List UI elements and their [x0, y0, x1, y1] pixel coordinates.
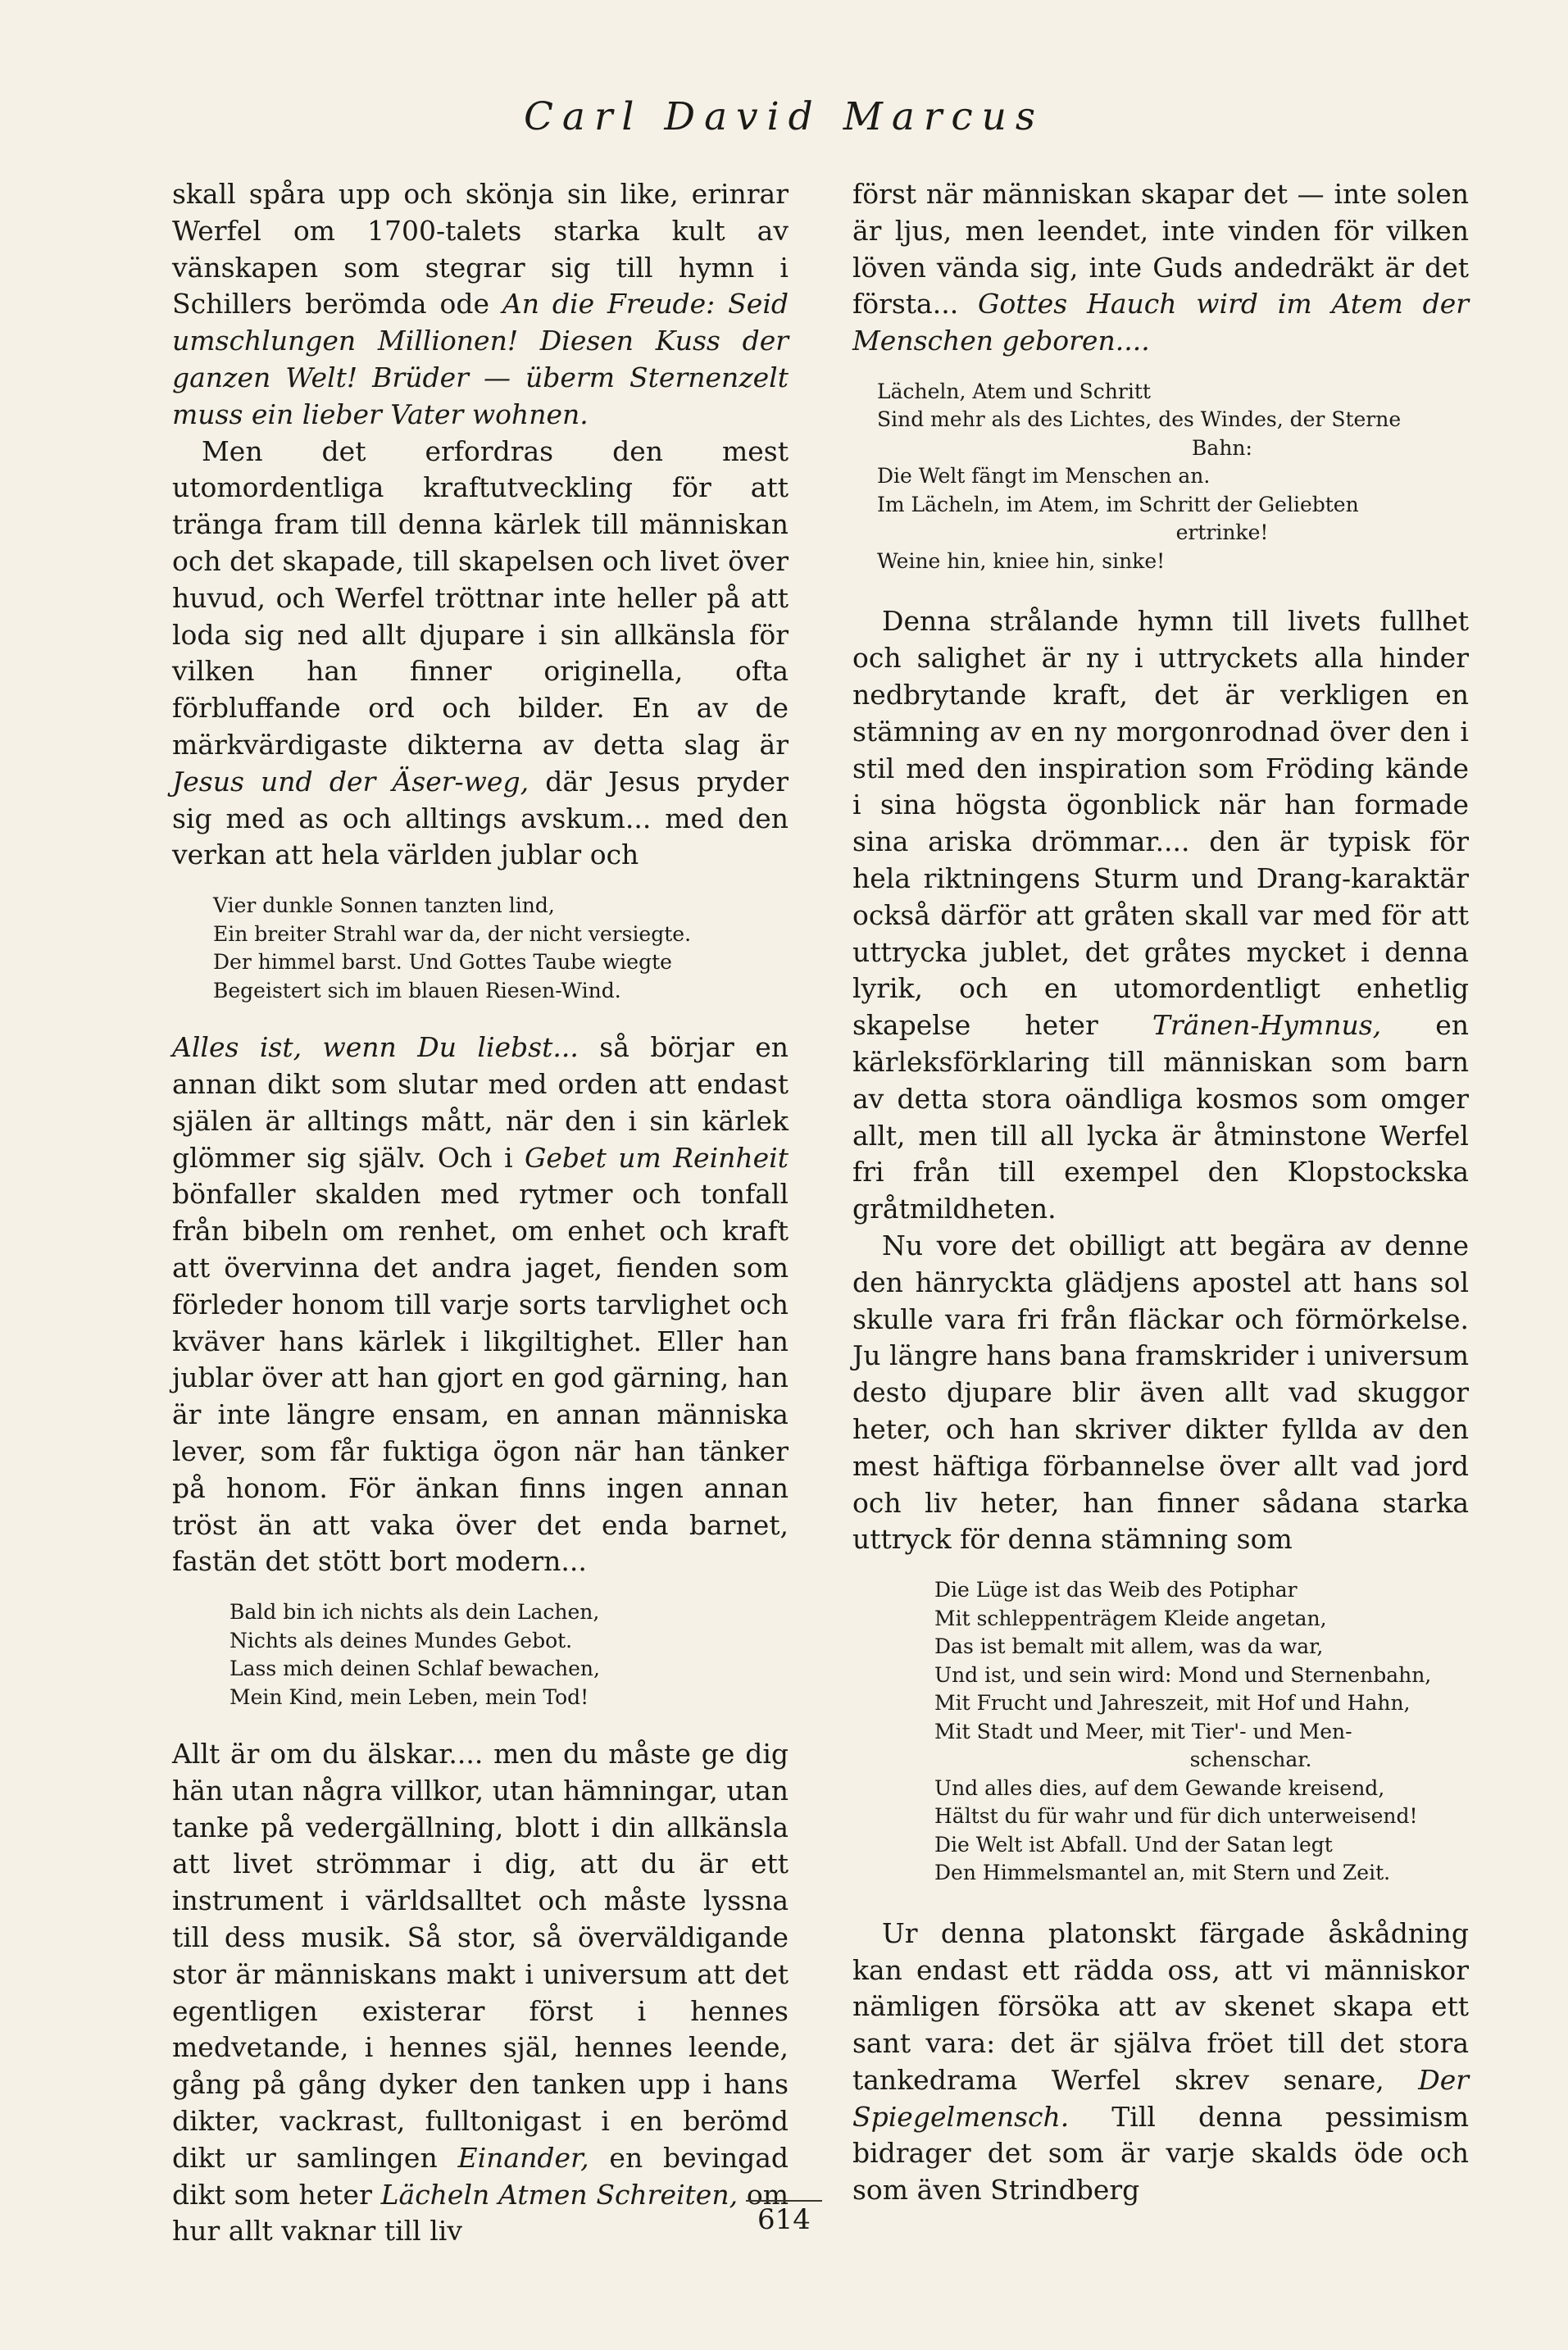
paragraph-text: först när människan skapar det — inte solen är ljus, men leendet, inte vinden för vilken löven vända sig, inte Guds andedräkt är det första... [852, 178, 1469, 320]
paragraph [172, 1736, 789, 2250]
poem-line: Und alles dies, auf dem Gewande kreisend, [934, 1775, 1385, 1800]
paragraph [852, 603, 1469, 1228]
page-number-text: 614 [746, 2200, 822, 2236]
paragraph-text: Allt är om du älskar.... men du måste ge dig hän utan några villkor, utan hämningar, utan tanke på vedergällning, blott i din allkänsla att livet strömmar i dig, att du är ett instrument i världsalltet och måste lyssna till dess musik. Så stor, så överväldigande stor är människans makt i universum att det egentligen existerar först i hennes medvetande, i hennes själ, hennes leende, gång på gång dyker den tanken upp i hans dikter, vackrast, fulltonigast i en berömd dikt ur samlingen [172, 1738, 789, 2174]
poem-quote [877, 378, 1469, 576]
paragraph [172, 1030, 789, 1580]
poem-line: Den Himmelsmantel an, mit Stern und Zeit. [934, 1861, 1391, 1885]
paragraph-italic: Alles ist, wenn Du liebst... [172, 1031, 579, 1064]
paragraph-text: Ur denna platonskt färgade åskådning kan endast ett rädda oss, att vi människor nämligen försöka att av skenet skapa ett sant vara: det är själva fröet till det stora tankedrama Werfel skrev senare, [852, 1916, 1469, 2096]
paragraph [852, 1228, 1469, 1558]
paragraph-text: bönfaller skalden med rytmer och tonfall från bibeln om renhet, om enhet och kraft att övervinna det andra jaget, fienden som förleder honom till varje sorts tarvlighet och kväver hans kärlek i likgiltighet. Eller han jublar över att han gjort en god gärning, han är inte längre ensam, en annan människa lever, som får fuktiga ögon när han tänker på honom. För änkan finns ingen annan tröst än att vaka över det enda barnet, fastän det stött bort modern... [172, 1178, 789, 1578]
poem-line: Hältst du für wahr und für dich unterweisend! [934, 1804, 1418, 1829]
poem-line: Der himmel barst. Und Gottes Taube wiegte [213, 950, 672, 975]
paragraph-italic: Der Spiegelmensch. [852, 2063, 1469, 2133]
poem-quote [213, 892, 789, 1005]
poem-line: Die Welt fängt im Menschen an. [877, 464, 1211, 489]
poem-line: Lächeln, Atem und Schritt [877, 379, 1151, 403]
paragraph-italic: Lächeln Atmen Schreiten, [380, 2178, 739, 2211]
paragraph [172, 434, 789, 875]
poem-line: Die Welt ist Abfall. Und der Satan legt [934, 1832, 1333, 1857]
paragraph-text: där Jesus pryder sig med as och alltings avskum... med den verkan att hela världen jublar och [172, 765, 789, 871]
paragraph-text: Nu vore det obilligt att begära av denne den hänryckta glädjens apostel att hans sol skulle vara fri från fläckar och förmörkelse. Ju längre hans bana framskrider i universum desto djupare blir även allt vad skuggor heter, och han skriver dikter fyllda av den mest häftiga förbannelse över allt vad jord och liv heter, han finner sådana starka uttryck för denna stämning som [852, 1230, 1469, 1556]
paragraph-italic: Einander, [457, 2141, 589, 2174]
poem-line-continuation: schenschar. [1189, 1748, 1312, 1772]
poem-line: Begeistert sich im blauen Riesen-Wind. [213, 978, 621, 1002]
poem-line: Lass mich deinen Schlaf bewachen, [230, 1657, 600, 1681]
poem-line: Mein Kind, mein Leben, mein Tod! [230, 1684, 589, 1709]
paragraph-text: en bevingad dikt som heter [172, 2141, 789, 2211]
paragraph [852, 176, 1469, 360]
poem-line-continuation: Bahn: [1192, 435, 1252, 460]
paragraph-text: Denna strålande hymn till livets fullhet och salighet är ny i uttryckets alla hinder nedbrytande kraft, det är verkligen en stämning av en ny morgonrodnad över den i stil med den inspiration som Fröding kände i sina högsta ögonblick när han formade sina ariska drömmar.... den är typisk för hela riktningens Sturm und Drang-karaktär också därför att gråten skall var med för att uttrycka jublet, det gråtes mycket i denna lyrik, och en utomordentligt enhetlig skapelse heter [852, 605, 1469, 1042]
paragraph [172, 176, 789, 434]
poem-line: Sind mehr als des Lichtes, des Windes, der Sterne [877, 407, 1402, 432]
poem-line: Bald bin ich nichts als dein Lachen, [230, 1600, 600, 1625]
poem-line: Mit schleppenträgem Kleide angetan, [934, 1606, 1327, 1630]
poem-quote [934, 1576, 1469, 1888]
paragraph [852, 1916, 1469, 2209]
poem-line: Vier dunkle Sonnen tanzten lind, [213, 893, 555, 918]
poem-line: Mit Frucht und Jahreszeit, mit Hof und Hahn, [934, 1691, 1411, 1716]
poem-line: Und ist, und sein wird: Mond und Sternenbahn, [934, 1662, 1432, 1687]
right-column [852, 176, 1469, 2209]
page-number [0, 2203, 1568, 2236]
paragraph-text: en kärleksförklaring till människan som barn av detta stora oändliga kosmos som omger allt, men till all lycka är åtminstone Werfel fri från till exempel den Klopstockska gråtmildheten. [852, 1009, 1470, 1225]
running-title: Carl David Marcus [523, 94, 1045, 139]
poem-line: Nichts als deines Mundes Gebot. [230, 1628, 573, 1652]
poem-line: Im Lächeln, im Atem, im Schritt der Geliebten [877, 492, 1359, 516]
poem-quote [230, 1598, 789, 1711]
paragraph-text: så börjar en annan dikt som slutar med orden att endast själen är alltings mått, när den i sin kärlek glömmer sig själv. Och i [172, 1031, 789, 1174]
paragraph-italic: Gebet um Reinheit [525, 1141, 789, 1174]
paragraph-text: om hur allt vaknar till liv [172, 2178, 789, 2248]
poem-line: Mit Stadt und Meer, mit Tier'- und Men- [934, 1719, 1352, 1743]
poem-line: Ein breiter Strahl war da, der nicht versiegte. [213, 921, 692, 946]
left-column [172, 176, 789, 2250]
paragraph-italic: Tränen-Hymnus, [1152, 1009, 1382, 1042]
paragraph-text: skall spåra upp och skönja sin like, erinrar Werfel om 1700-talets starka kult av vänskapen som stegrar sig till hymn i Schillers berömda ode [172, 178, 789, 320]
paragraph-italic: Gottes Hauch wird im Atem der Menschen geboren.... [852, 288, 1470, 357]
poem-line: Weine hin, kniee hin, sinke! [877, 548, 1166, 573]
paragraph-text: Till denna pessimism bidrager det som är varje skalds öde och som även Strindberg [852, 2100, 1469, 2207]
paragraph-italic: Jesus und der Äser-weg, [172, 765, 529, 798]
poem-line-continuation: ertrinke! [1175, 520, 1269, 545]
poem-line: Die Lüge ist das Weib des Potiphar [934, 1578, 1298, 1602]
paragraph-italic: An die Freude: Seid umschlungen Millionen! Diesen Kuss der ganzen Welt! Brüder — überm Sternenzelt muss ein lieber Vater wohnen. [172, 288, 789, 430]
poem-line: Das ist bemalt mit allem, was da war, [934, 1634, 1324, 1659]
paragraph-text: Men det erfordras den mest utomordentliga kraftutveckling för att tränga fram till denna kärlek till människan och det skapade, till skapelsen och livet över huvud, och Werfel tröttnar inte heller på att loda sig ned allt djupare i sin allkänsla för vilken han finner originella, ofta förbluffande ord och bilder. En av de märkvärdigaste dikterna av detta slag är [172, 434, 789, 761]
